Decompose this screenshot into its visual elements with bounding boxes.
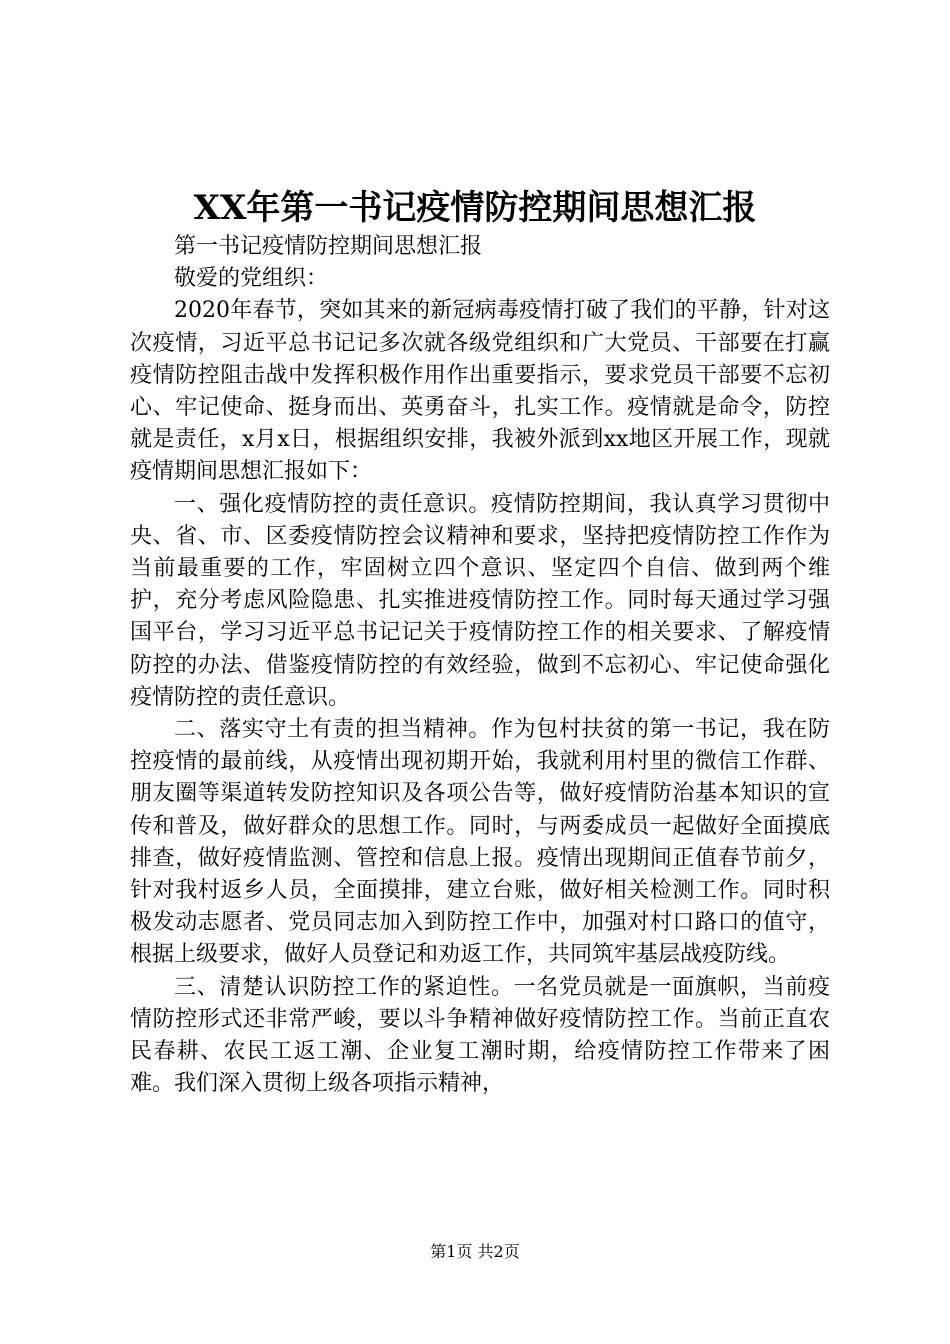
document-title: XX年第一书记疫情防控期间思想汇报: [193, 188, 757, 228]
subtitle: 第一书记疫情防控期间思想汇报: [174, 234, 483, 259]
paragraph-section-1: 一、强化疫情防控的责任意识。疫情防控期间，我认真学习贯彻中央、省、市、区委疫情防控会议精神和要求，坚持把疫情防控工作作为当前最重要的工作，牢固树立四个意识、坚定四个自信、做到两个维护，充分考虑风险隐患、扎实推进疫情防控工作。同时每天通过学习强国平台，学习习近平总书记记关于疫情防控工作的相关要求、了解疫情防控的办法、借鉴疫情防控的有效经验，做到不忘初心、牢记使命强化疫情防控的责任意识。: [130, 491, 830, 710]
paragraph-section-3: 三、清楚认识防控工作的紧迫性。一名党员就是一面旗帜，当前疫情防控形式还非常严峻，要以斗争精神做好疫情防控工作。当前正直农民春耕、农民工返工潮、企业复工潮时期，给疫情防控工作带来了困难。我们深入贯彻上级各项指示精神，: [130, 974, 830, 1097]
page-footer: 第1页 共2页: [430, 1242, 520, 1261]
paragraph-section-2: 二、落实守土有责的担当精神。作为包村扶贫的第一书记，我在防控疫情的最前线，从疫情出现初期开始，我就利用村里的微信工作群、朋友圈等渠道转发防控知识及各项公告等，做好疫情防治基本知识的宣传和普及，做好群众的思想工作。同时，与两委成员一起做好全面摸底排查，做好疫情监测、管控和信息上报。疫情出现期间正值春节前夕，针对我村返乡人员，全面摸排，建立台账，做好相关检测工作。同时积极发动志愿者、党员同志加入到防控工作中，加强对村口路口的值守，根据上级要求，做好人员登记和劝返工作，共同筑牢基层战疫防线。: [130, 717, 830, 968]
document-body: [130, 231, 830, 1100]
salutation: 敬爱的党组织：: [174, 266, 329, 292]
paragraph-intro: 2020年春节，突如其来的新冠病毒疫情打破了我们的平静，针对这次疫情，习近平总书记记多次就各级党组织和广大党员、干部要在打赢疫情防控阻击战中发挥积极作用作出重要指示，要求党员干部要不忘初心、牢记使命、挺身而出、英勇奋斗，扎实工作。疫情就是命令，防控就是责任，x月x日，根据组织安排，我被外派到xx地区开展工作，现就疫情期间思想汇报如下：: [130, 298, 830, 485]
